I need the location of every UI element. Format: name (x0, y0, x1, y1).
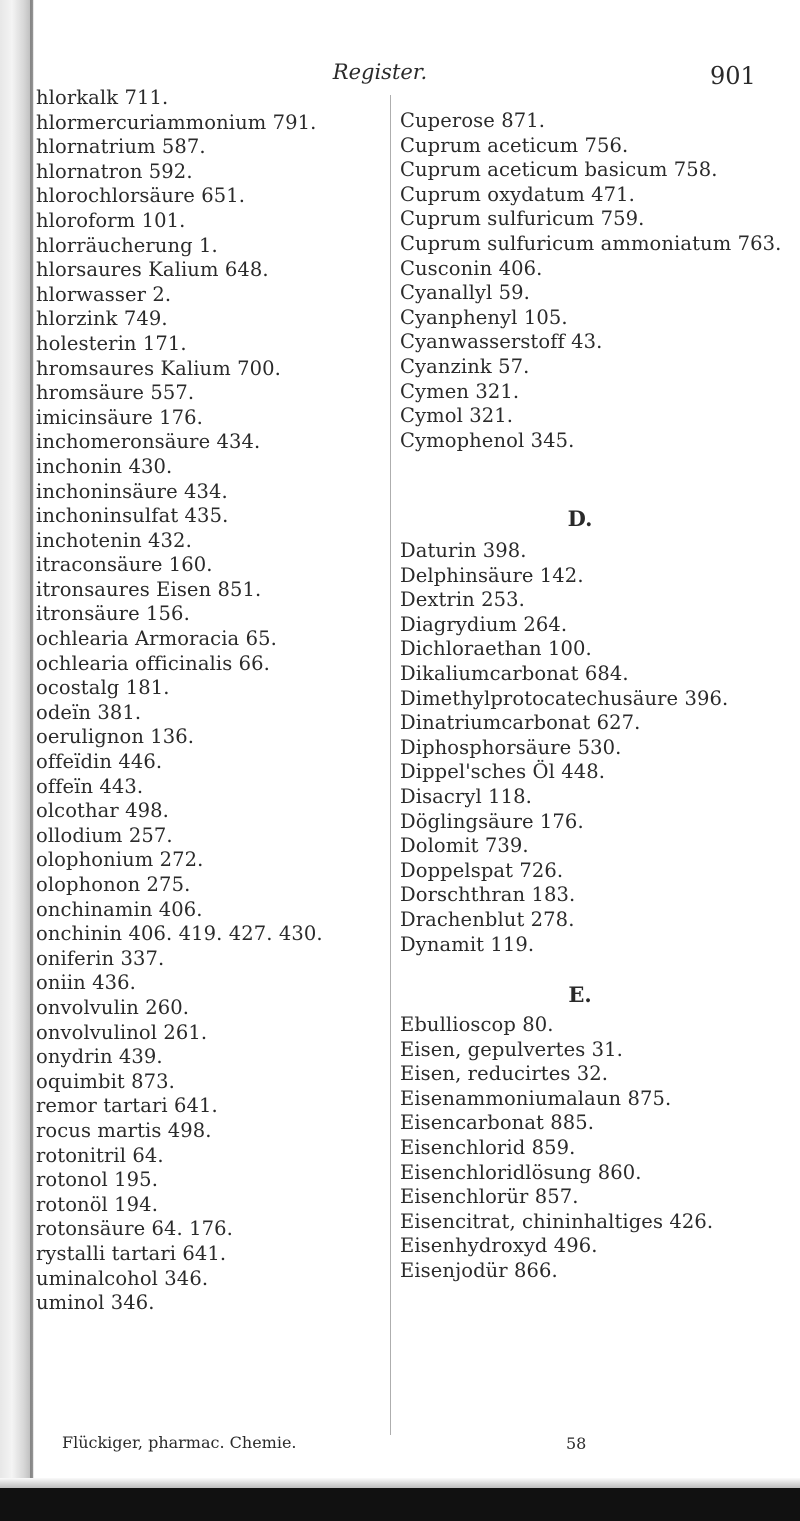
index-entry: Cuprum oxydatum 471. (400, 182, 635, 206)
index-entry: itraconsäure 160. (36, 553, 213, 577)
index-entry: Eisenammoniumalaun 875. (400, 1086, 672, 1110)
index-entry: Dippel'sches Öl 448. (400, 760, 606, 784)
index-entry: Eisencitrat, chininhaltiges 426. (400, 1209, 714, 1233)
index-entry: ollodium 257. (36, 823, 173, 847)
index-entry: Cyanzink 57. (400, 354, 530, 378)
index-entry: inchomeronsäure 434. (36, 430, 261, 454)
index-entry: hromsäure 557. (36, 381, 195, 405)
index-entry: ochlearia Armoracia 65. (36, 627, 277, 651)
index-entry: Eisenjodür 866. (400, 1258, 558, 1282)
index-column-right-d (400, 539, 728, 957)
index-entry: olcothar 498. (36, 799, 169, 823)
index-entry: oerulignon 136. (36, 725, 195, 749)
index-entry: rystalli tartari 641. (36, 1241, 227, 1265)
index-entry: Dextrin 253. (400, 588, 525, 612)
index-entry: Eisenchlorid 859. (400, 1135, 576, 1159)
index-entry: Diagrydium 264. (400, 612, 568, 636)
index-entry: offeïdin 446. (36, 750, 163, 774)
index-entry: ochlearia officinalis 66. (36, 651, 270, 675)
column-divider (390, 95, 391, 1435)
index-entry: holesterin 171. (36, 331, 187, 355)
index-entry: Doppelspat 726. (400, 858, 564, 882)
index-entry: hloroform 101. (36, 208, 186, 232)
index-entry: hlormercuriammonium 791. (36, 110, 317, 134)
index-entry: Daturin 398. (400, 539, 527, 562)
index-entry: uminol 346. (36, 1291, 155, 1315)
running-header: Register. (332, 60, 428, 84)
index-entry: rocus martis 498. (36, 1118, 212, 1142)
index-entry: hlorochlorsäure 651. (36, 184, 246, 208)
index-entry: Dichloraethan 100. (400, 637, 592, 661)
index-entry: olophonium 272. (36, 848, 204, 872)
index-entry: Cuprum sulfuricum ammoniatum 763. (400, 231, 782, 255)
index-entry: hromsaures Kalium 700. (36, 356, 281, 380)
index-entry: Ebullioscop 80. (400, 1013, 554, 1036)
index-entry: Dimethylprotocatechusäure 396. (400, 686, 729, 710)
index-entry: Cusconin 406. (400, 256, 543, 280)
index-entry: onchinin 406. 419. 427. 430. (36, 922, 323, 946)
index-entry: onydrin 439. (36, 1045, 163, 1069)
index-entry: odeïn 381. (36, 700, 142, 724)
index-entry: itronsaures Eisen 851. (36, 577, 262, 601)
index-entry: Diphosphorsäure 530. (400, 735, 622, 759)
index-entry: hlorräucherung 1. (36, 233, 218, 257)
section-heading-e: E. (568, 982, 592, 1007)
index-entry: hlornatron 592. (36, 159, 193, 183)
index-entry: Dolomit 739. (400, 834, 529, 858)
index-entry: Dorschthran 183. (400, 883, 576, 907)
index-entry: inchotenin 432. (36, 528, 192, 552)
index-entry: ocostalg 181. (36, 676, 170, 700)
footer-signature-number: 58 (566, 1434, 587, 1453)
index-entry: inchonin 430. (36, 454, 173, 478)
index-entry: Eisen, gepulvertes 31. (400, 1037, 623, 1061)
index-entry: Disacryl 118. (400, 784, 532, 808)
index-entry: rotonitril 64. (36, 1143, 164, 1167)
index-entry: Dikaliumcarbonat 684. (400, 661, 629, 685)
index-entry: Eisenhydroxyd 496. (400, 1234, 598, 1258)
section-heading-d: D. (567, 506, 593, 531)
index-entry: inchoninsulfat 435. (36, 504, 229, 528)
index-entry: Döglingsäure 176. (400, 809, 584, 833)
page-bottom-edge (0, 1488, 800, 1521)
index-entry: onvolvulinol 261. (36, 1020, 208, 1044)
index-entry: hlorwasser 2. (36, 282, 172, 306)
spine-edge-line (30, 0, 33, 1521)
book-spine-shadow (0, 0, 34, 1521)
index-entry: oquimbit 873. (36, 1069, 175, 1093)
index-entry: Cymol 321. (400, 404, 514, 428)
index-entry: oniferin 337. (36, 946, 165, 970)
index-entry: olophonon 275. (36, 873, 191, 896)
index-entry: Eisencarbonat 885. (400, 1111, 595, 1135)
index-entry: Cuprum sulfuricum 759. (400, 207, 645, 231)
index-entry: uminalcohol 346. (36, 1266, 209, 1290)
index-entry: hlorkalk 711. (36, 86, 169, 109)
index-entry: Cuprum aceticum basicum 758. (400, 158, 718, 182)
index-entry: Cymophenol 345. (400, 428, 575, 452)
index-column-right-c (400, 109, 781, 453)
index-entry: inchoninsäure 434. (36, 479, 228, 503)
index-entry: rotonol 195. (36, 1168, 158, 1192)
index-column-left (36, 86, 323, 1316)
footer-signature: Flückiger, pharmac. Chemie. (62, 1433, 297, 1452)
index-entry: hlorsaures Kalium 648. (36, 258, 269, 282)
index-entry: rotonsäure 64. 176. (36, 1217, 233, 1241)
page-bottom-shade (0, 1478, 800, 1488)
index-entry: imicinsäure 176. (36, 405, 203, 429)
index-entry: offeïn 443. (36, 774, 144, 798)
index-column-right-e (400, 1013, 713, 1284)
page-number: 901 (710, 62, 756, 90)
index-entry: Cuperose 871. (400, 109, 546, 132)
index-entry: oniin 436. (36, 971, 136, 995)
index-entry: Cyanphenyl 105. (400, 305, 568, 329)
index-entry: Drachenblut 278. (400, 907, 575, 931)
index-entry: Dinatriumcarbonat 627. (400, 711, 641, 735)
index-entry: onchinamin 406. (36, 897, 203, 921)
index-entry: rotonöl 194. (36, 1192, 158, 1216)
index-entry: Cymen 321. (400, 379, 520, 403)
index-entry: Cuprum aceticum 756. (400, 133, 629, 157)
index-entry: hlornatrium 587. (36, 135, 206, 159)
index-entry: hlorzink 749. (36, 307, 168, 331)
index-entry: Cyanallyl 59. (400, 281, 530, 305)
index-entry: Delphinsäure 142. (400, 563, 584, 587)
index-entry: Eisenchloridlösung 860. (400, 1160, 642, 1184)
index-entry: itronsäure 156. (36, 602, 190, 626)
index-entry: Dynamit 119. (400, 932, 535, 956)
index-entry: onvolvulin 260. (36, 995, 190, 1019)
index-entry: Cyanwasserstoff 43. (400, 330, 603, 354)
index-entry: Eisen, reducirtes 32. (400, 1062, 609, 1086)
index-entry: remor tartari 641. (36, 1094, 218, 1118)
index-entry: Eisenchlorür 857. (400, 1185, 579, 1209)
